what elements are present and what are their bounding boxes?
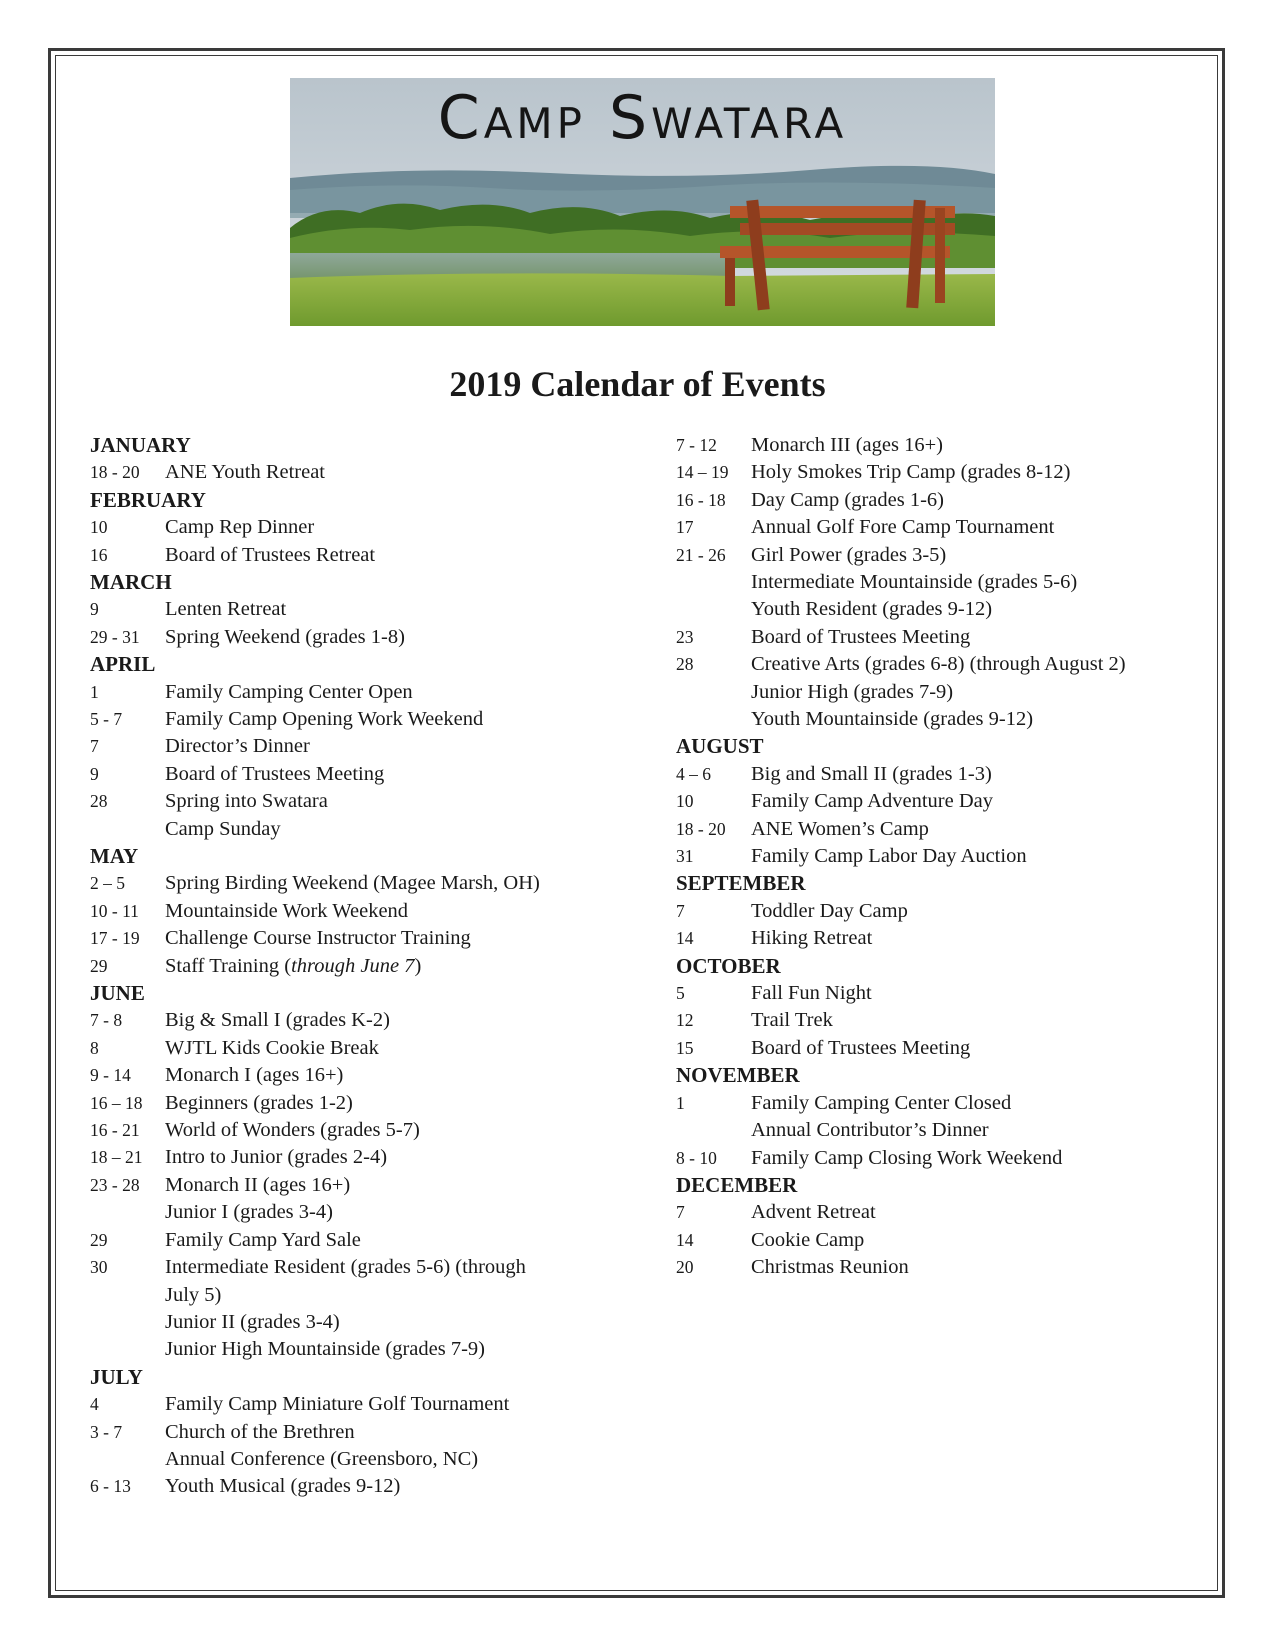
event-date [90, 1282, 165, 1309]
month-heading: JULY [90, 1364, 143, 1389]
event-row [90, 514, 650, 541]
event-date: 8 - 10 [676, 1147, 717, 1168]
event-date: 1 [676, 1092, 685, 1113]
event-row [676, 925, 1216, 952]
event-name: Family Camp Closing Work Weekend [751, 1146, 1063, 1169]
event-row [90, 898, 650, 925]
event-date: 7 [90, 736, 99, 757]
event-date: 16 - 18 [676, 489, 726, 510]
event-row [90, 1199, 650, 1226]
event-name: Junior I (grades 3-4) [165, 1201, 333, 1224]
event-date: 10 [676, 791, 694, 812]
event-row [676, 542, 1216, 569]
event-row [676, 487, 1216, 514]
event-name: Youth Resident (grades 9-12) [751, 598, 993, 621]
event-date: 4 – 6 [676, 763, 711, 784]
event-row [90, 679, 650, 706]
event-name: Challenge Course Instructor Training [165, 927, 471, 950]
event-row [90, 925, 650, 952]
event-name-italic: through June 7 [291, 954, 415, 977]
event-date: 4 [90, 1394, 99, 1415]
event-name: Holy Smokes Trip Camp (grades 8-12) [751, 461, 1071, 484]
event-date [676, 596, 751, 623]
event-name: Spring Birding Weekend (Magee Marsh, OH) [165, 872, 540, 895]
event-date: 5 [676, 983, 685, 1004]
event-date: 3 - 7 [90, 1421, 123, 1442]
event-date: 1 [90, 681, 99, 702]
event-row [676, 1227, 1216, 1254]
event-name: Junior High Mountainside (grades 7-9) [165, 1338, 485, 1361]
event-name: ANE Women’s Camp [751, 817, 929, 840]
month-heading: SEPTEMBER [676, 871, 806, 896]
event-name: Mountainside Work Weekend [165, 899, 409, 922]
event-row [676, 843, 1216, 870]
month-heading: APRIL [90, 652, 156, 677]
event-name: Annual Golf Fore Camp Tournament [751, 516, 1055, 539]
event-date: 12 [676, 1010, 694, 1031]
event-name: Director’s Dinner [165, 735, 310, 758]
event-date: 16 - 21 [90, 1120, 140, 1141]
event-date [676, 679, 751, 706]
event-row [90, 953, 650, 980]
event-row [676, 514, 1216, 541]
event-date [676, 706, 751, 733]
event-name: Board of Trustees Meeting [165, 762, 385, 785]
event-date: 10 [90, 517, 108, 538]
event-date: 17 [676, 517, 694, 538]
event-date: 16 – 18 [90, 1092, 143, 1113]
month-heading: FEBRUARY [90, 487, 206, 512]
event-date: 9 [90, 763, 99, 784]
event-name: Intermediate Resident (grades 5-6) (through [165, 1256, 526, 1279]
event-name: July 5) [165, 1283, 222, 1306]
event-name: Family Camp Opening Work Weekend [165, 708, 484, 730]
event-date: 17 - 19 [90, 928, 140, 949]
event-name: Big and Small II (grades 1-3) [751, 762, 992, 785]
month-heading: DECEMBER [676, 1172, 798, 1197]
event-row [90, 459, 650, 486]
event-date: 31 [676, 846, 694, 867]
event-name: Junior II (grades 3-4) [165, 1310, 340, 1333]
event-date: 18 - 20 [90, 462, 140, 483]
event-name: Annual Conference (Greensboro, NC) [165, 1447, 479, 1470]
event-row [90, 1227, 650, 1254]
event-date: 16 [90, 544, 108, 565]
event-row [676, 459, 1216, 486]
event-row [90, 706, 650, 733]
event-name: Spring Weekend (grades 1-8) [165, 625, 405, 648]
event-date: 28 [90, 791, 108, 812]
event-row [90, 1035, 650, 1062]
event-row [676, 1090, 1216, 1117]
month-heading: MAY [90, 844, 139, 869]
event-name: Spring into Swatara [165, 790, 328, 813]
event-name: Creative Arts (grades 6-8) (through August 2) [751, 653, 1126, 676]
event-row [90, 788, 650, 815]
event-row [676, 761, 1216, 788]
event-date [676, 569, 751, 596]
event-name: Fall Fun Night [751, 982, 872, 1005]
event-row [676, 788, 1216, 815]
event-date: 7 - 8 [90, 1010, 123, 1031]
event-name: World of Wonders (grades 5-7) [165, 1119, 420, 1142]
event-date: 6 - 13 [90, 1476, 131, 1497]
event-name: Family Camp Labor Day Auction [751, 845, 1027, 868]
event-date: 14 [676, 928, 694, 949]
event-date: 18 - 20 [676, 818, 726, 839]
event-row [676, 980, 1216, 1007]
event-name: Monarch II (ages 16+) [165, 1173, 351, 1196]
event-name: Board of Trustees Retreat [165, 543, 376, 566]
event-row [90, 1282, 650, 1309]
event-date: 18 – 21 [90, 1147, 143, 1168]
event-date [90, 1199, 165, 1226]
event-name: Intermediate Mountainside (grades 5-6) [751, 571, 1078, 594]
event-date: 7 [676, 1202, 685, 1223]
event-date: 5 - 7 [90, 709, 123, 729]
event-date [90, 1446, 165, 1473]
event-row [90, 1419, 650, 1446]
month-heading: AUGUST [676, 734, 764, 759]
event-row [676, 706, 1216, 733]
event-row [676, 1254, 1216, 1281]
event-name: Lenten Retreat [165, 598, 287, 621]
calendar-right-column [676, 432, 1216, 1282]
event-name: Camp Sunday [165, 817, 281, 840]
event-name: Advent Retreat [751, 1201, 876, 1224]
month-heading: JANUARY [90, 433, 191, 457]
event-date: 9 [90, 599, 99, 620]
event-row [676, 679, 1216, 706]
event-name: Beginners (grades 1-2) [165, 1091, 353, 1114]
event-name: Toddler Day Camp [751, 899, 908, 922]
event-name: Youth Musical (grades 9-12) [165, 1475, 401, 1498]
event-date: 20 [676, 1257, 694, 1278]
event-name: Board of Trustees Meeting [751, 625, 971, 648]
event-date: 21 - 26 [676, 544, 726, 565]
event-name: WJTL Kids Cookie Break [165, 1036, 379, 1059]
event-row [90, 870, 650, 897]
event-date: 10 - 11 [90, 900, 139, 921]
event-row [676, 1007, 1216, 1034]
month-heading: MARCH [90, 570, 172, 594]
event-row [676, 1117, 1216, 1144]
event-row [676, 898, 1216, 925]
event-row [90, 816, 650, 843]
event-date [676, 1117, 751, 1144]
event-date: 14 – 19 [676, 462, 729, 483]
event-name: Youth Mountainside (grades 9-12) [751, 708, 1034, 731]
event-row [676, 432, 1216, 459]
month-heading: OCTOBER [676, 953, 781, 978]
event-name: Hiking Retreat [751, 927, 873, 950]
event-date [90, 1336, 165, 1363]
event-row [90, 1391, 650, 1418]
event-row [90, 542, 650, 569]
event-row [90, 1172, 650, 1199]
event-date [90, 1309, 165, 1336]
event-name: Annual Contributor’s Dinner [751, 1119, 989, 1142]
event-name: Family Camping Center Closed [751, 1091, 1012, 1114]
event-row [676, 569, 1216, 596]
event-name: Monarch III (ages 16+) [751, 434, 943, 456]
month-heading: JUNE [90, 981, 145, 1006]
event-row [90, 1446, 650, 1473]
event-date [90, 816, 165, 843]
event-date: 23 [676, 626, 694, 647]
event-date: 23 - 28 [90, 1174, 140, 1195]
event-row [90, 733, 650, 760]
event-row [676, 816, 1216, 843]
event-date: 29 [90, 1229, 108, 1250]
event-row [90, 1473, 650, 1500]
event-row [90, 624, 650, 651]
event-date: 29 [90, 955, 108, 976]
event-row [90, 1007, 650, 1034]
event-name: Monarch I (ages 16+) [165, 1064, 344, 1087]
page-title: 2019 Calendar of Events [449, 364, 826, 404]
event-name: Junior High (grades 7-9) [751, 680, 954, 703]
event-name: Day Camp (grades 1-6) [751, 488, 944, 511]
event-name: Intro to Junior (grades 2-4) [165, 1146, 388, 1169]
event-row [90, 596, 650, 623]
event-date: 2 – 5 [90, 873, 125, 894]
event-row [90, 1117, 650, 1144]
camp-banner [290, 78, 995, 326]
event-name: Christmas Reunion [751, 1256, 909, 1279]
event-row [676, 1145, 1216, 1172]
event-row [676, 1035, 1216, 1062]
event-row [90, 761, 650, 788]
event-row [676, 624, 1216, 651]
event-row [90, 1309, 650, 1336]
event-date: 7 [676, 900, 685, 921]
event-name: Board of Trustees Meeting [751, 1036, 971, 1059]
event-name: ANE Youth Retreat [165, 461, 326, 484]
event-date: 8 [90, 1037, 99, 1058]
event-row [90, 1144, 650, 1171]
event-name: Staff Training (through June 7) [165, 954, 422, 977]
event-name: Trail Trek [751, 1009, 833, 1032]
event-row [676, 596, 1216, 623]
event-name: Camp Rep Dinner [165, 516, 315, 539]
event-name: Cookie Camp [751, 1228, 865, 1251]
event-row [676, 1199, 1216, 1226]
month-heading: NOVEMBER [676, 1063, 800, 1088]
event-date: 29 - 31 [90, 626, 140, 647]
event-name: Family Camping Center Open [165, 680, 413, 703]
event-row [90, 1062, 650, 1089]
event-date: 7 - 12 [676, 435, 717, 455]
event-name: Big & Small I (grades K-2) [165, 1009, 390, 1032]
event-date: 9 - 14 [90, 1065, 131, 1086]
event-date: 28 [676, 654, 694, 675]
event-row [90, 1254, 650, 1281]
event-name: Girl Power (grades 3-5) [751, 543, 947, 566]
banner-title: Camp Swatara [437, 83, 848, 153]
calendar-left-column [90, 432, 650, 1501]
event-name: Family Camp Yard Sale [165, 1228, 361, 1251]
event-row [90, 1336, 650, 1363]
event-date: 15 [676, 1037, 694, 1058]
event-name: Family Camp Adventure Day [751, 790, 993, 813]
event-date: 14 [676, 1229, 694, 1250]
event-name: Family Camp Miniature Golf Tournament [165, 1393, 510, 1416]
event-date: 30 [90, 1257, 108, 1278]
event-name: Church of the Brethren [165, 1420, 355, 1443]
event-row [90, 1090, 650, 1117]
event-row [676, 651, 1216, 678]
